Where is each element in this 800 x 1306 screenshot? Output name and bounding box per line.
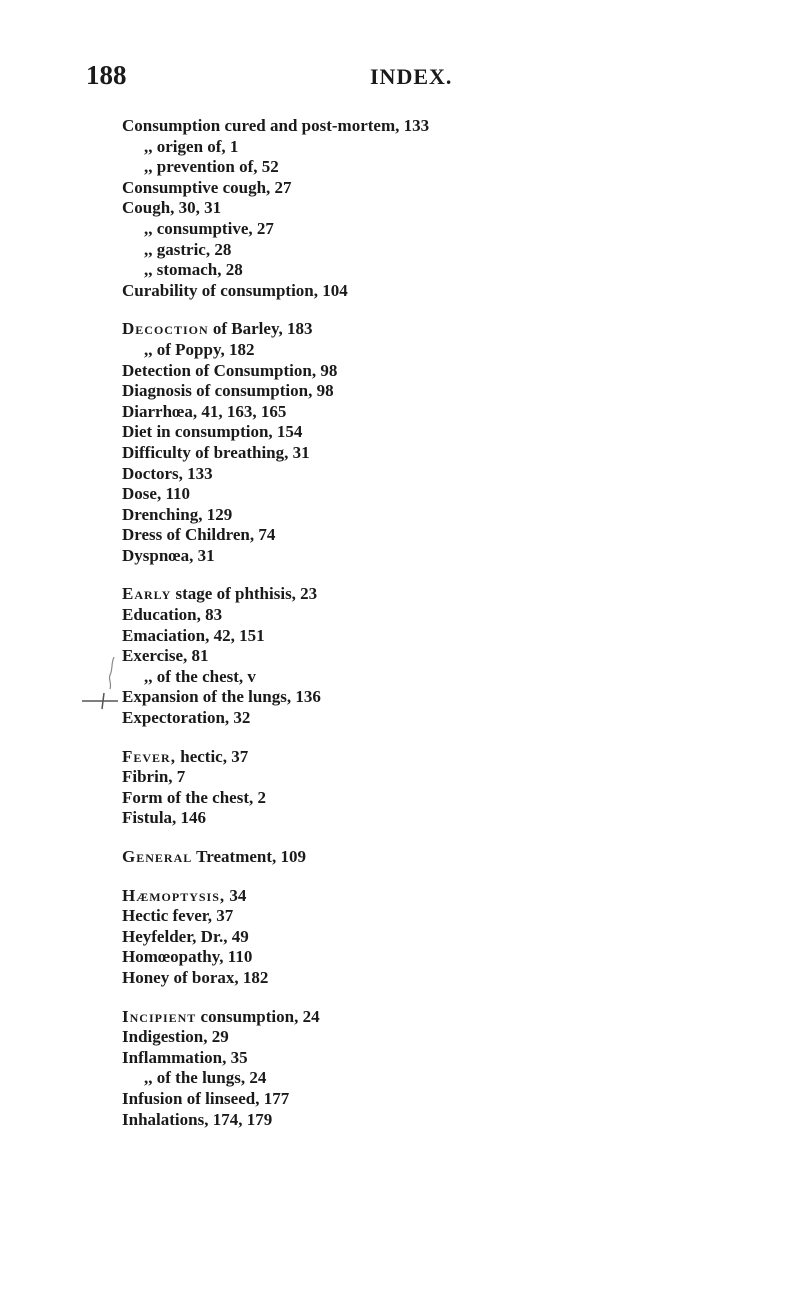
- index-entry: [122, 788, 762, 809]
- index-entry: [122, 968, 762, 989]
- index-subentry: [122, 157, 762, 178]
- index-subentry: [122, 260, 762, 281]
- index-subentry: [122, 667, 762, 688]
- group-gap: [122, 829, 762, 847]
- entry-text: stage of phthisis, 23: [171, 584, 318, 604]
- index-entry: [122, 484, 762, 505]
- index-subentry: [122, 219, 762, 240]
- index-entry: [122, 847, 762, 868]
- entry-text: Heyfelder, Dr., 49: [122, 926, 249, 946]
- entry-text: Education, 83: [122, 605, 223, 625]
- entry-text: ,, origen of, 1: [144, 136, 239, 156]
- index-entry: [122, 1089, 762, 1110]
- page-number: 188: [86, 60, 127, 90]
- entry-text: Dyspnœa, 31: [122, 545, 215, 565]
- entry-text: ,, of the lungs, 24: [144, 1068, 267, 1088]
- entry-text: ,, of the chest, v: [144, 666, 256, 686]
- entry-text: ,, gastric, 28: [144, 239, 232, 259]
- entry-text: ,, prevention of, 52: [144, 157, 279, 177]
- index-entry: [122, 886, 762, 907]
- index-entry: [122, 927, 762, 948]
- index-entry: [122, 178, 762, 199]
- entry-text: Doctors, 133: [122, 463, 213, 483]
- entry-text: Exercise, 81: [122, 646, 209, 666]
- entry-text: Fibrin, 7: [122, 767, 186, 787]
- group-gap: [122, 566, 762, 584]
- entry-text: Diet in consumption, 154: [122, 422, 303, 442]
- entry-text: ,, consumptive, 27: [144, 218, 274, 238]
- entry-text: Detection of Consumption, 98: [122, 360, 338, 380]
- entry-text: Inhalations, 174, 179: [122, 1109, 273, 1129]
- index-entry: [122, 402, 762, 423]
- index-entry: [122, 906, 762, 927]
- index-entries: [122, 116, 762, 1130]
- margin-pencil-marks: [80, 655, 120, 735]
- index-entry: [122, 525, 762, 546]
- entry-text: of Barley, 183: [208, 319, 313, 339]
- entry-text: Curability of consumption, 104: [122, 280, 348, 300]
- index-entry: [122, 605, 762, 626]
- index-entry: [122, 947, 762, 968]
- entry-text: Consumption cured and post-mortem, 133: [122, 116, 430, 135]
- index-entry: [122, 361, 762, 382]
- entry-text: Diagnosis of consumption, 98: [122, 381, 334, 401]
- page-header: [0, 60, 800, 96]
- group-gap: [122, 989, 762, 1007]
- entry-text: Treatment, 109: [192, 847, 307, 866]
- entry-lead-word: Fever,: [122, 746, 176, 766]
- entry-text: Homœopathy, 110: [122, 947, 253, 967]
- entry-text: Cough, 30, 31: [122, 198, 222, 218]
- entry-lead-word: Incipient: [122, 1006, 197, 1026]
- index-entry: [122, 443, 762, 464]
- entry-text: Expansion of the lungs, 136: [122, 687, 321, 707]
- entry-text: Consumptive cough, 27: [122, 177, 292, 197]
- index-entry: [122, 116, 762, 137]
- index-entry: [122, 1110, 762, 1131]
- entry-text: Indigestion, 29: [122, 1027, 229, 1047]
- index-subentry: [122, 137, 762, 158]
- index-subentry: [122, 340, 762, 361]
- group-gap: [122, 729, 762, 747]
- index-entry: [122, 687, 762, 708]
- index-entry: [122, 626, 762, 647]
- entry-text: Dress of Children, 74: [122, 525, 276, 545]
- entry-lead-word: Decoction: [122, 319, 209, 339]
- index-subentry: [122, 240, 762, 261]
- entry-text: Emaciation, 42, 151: [122, 625, 265, 645]
- entry-text: hectic, 37: [175, 746, 249, 766]
- group-gap: [122, 868, 762, 886]
- entry-lead-word: General: [122, 847, 193, 866]
- entry-text: ,, of Poppy, 182: [144, 339, 255, 359]
- entry-text: Difficulty of breathing, 31: [122, 442, 310, 462]
- entry-text: 34: [225, 885, 247, 905]
- entry-text: ,, stomach, 28: [144, 260, 243, 280]
- entry-text: Fistula, 146: [122, 808, 207, 828]
- index-entry: [122, 546, 762, 567]
- entry-text: Dose, 110: [122, 484, 190, 504]
- index-entry: [122, 584, 762, 605]
- index-entry: [122, 1027, 762, 1048]
- index-entry: [122, 281, 762, 302]
- entry-lead-word: Early: [122, 584, 172, 604]
- index-entry: [122, 422, 762, 443]
- index-entry: [122, 464, 762, 485]
- index-entry: [122, 1048, 762, 1069]
- index-entry: [122, 808, 762, 829]
- index-subentry: [122, 1068, 762, 1089]
- group-gap: [122, 301, 762, 319]
- entry-text: Hectic fever, 37: [122, 906, 234, 926]
- index-entry: [122, 708, 762, 729]
- entry-text: Diarrhœa, 41, 163, 165: [122, 401, 287, 421]
- running-title: INDEX.: [370, 64, 453, 89]
- index-entry: [122, 505, 762, 526]
- index-entry: [122, 1007, 762, 1028]
- entry-text: Infusion of linseed, 177: [122, 1088, 290, 1108]
- entry-text: Honey of borax, 182: [122, 967, 269, 987]
- entry-text: Drenching, 129: [122, 504, 233, 524]
- index-entry: [122, 646, 762, 667]
- entry-text: Expectoration, 32: [122, 708, 251, 728]
- index-entry: [122, 747, 762, 768]
- index-entry: [122, 767, 762, 788]
- index-entry: [122, 381, 762, 402]
- entry-text: Inflammation, 35: [122, 1047, 248, 1067]
- index-entry: [122, 198, 762, 219]
- entry-text: Form of the chest, 2: [122, 787, 266, 807]
- entry-text: consumption, 24: [196, 1006, 320, 1026]
- entry-lead-word: Hæmoptysis,: [122, 885, 226, 905]
- index-entry: [122, 319, 762, 340]
